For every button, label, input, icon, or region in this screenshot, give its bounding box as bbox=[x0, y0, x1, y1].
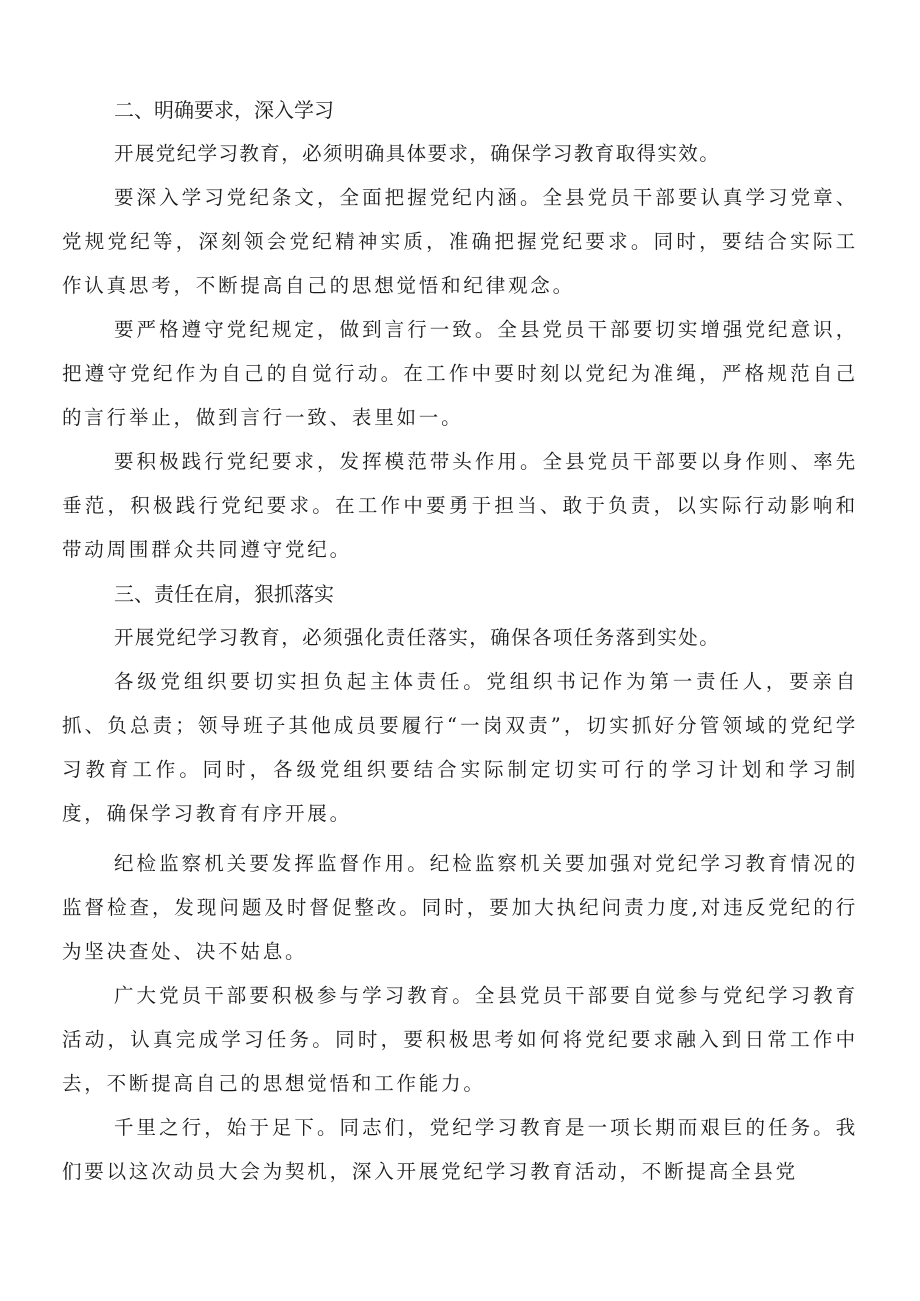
paragraph: 开展党纪学习教育，必须强化责任落实，确保各项任务落到实处。 bbox=[114, 626, 721, 649]
section-heading-2: 二、明确要求，深入学习 bbox=[114, 98, 334, 122]
document-body bbox=[62, 88, 858, 1194]
paragraph: 要积极践行党纪要求，发挥模范带头作用。全县党员干部要以身作则、率先垂范，积极践行党纪要求。在工作中要勇于担当、敢于负责，以实际行动影响和带动周围群众共同遵守党纪。 bbox=[62, 450, 858, 561]
paragraph: 千里之行，始于足下。同志们，党纪学习教育是一项长期而艰巨的任务。我们要以这次动员大会为契机，深入开展党纪学习教育活动，不断提高全县党 bbox=[62, 1116, 858, 1183]
paragraph: 各级党组织要切实担负起主体责任。党组织书记作为第一责任人，要亲自抓、负总责；领导班子其他成员要履行“一岗双责”，切实抓好分管领域的党纪学习教育工作。同时，各级党组织要结合实际制定切实可行的学习计划和学习制度，确保学习教育有序开展。 bbox=[62, 670, 858, 825]
paragraph: 广大党员干部要积极参与学习教育。全县党员干部要自觉参与党纪学习教育活动，认真完成学习任务。同时，要积极思考如何将党纪要求融入到日常工作中去，不断提高自己的思想觉悟和工作能力。 bbox=[62, 984, 858, 1095]
paragraph: 要严格遵守党纪规定，做到言行一致。全县党员干部要切实增强党纪意识，把遵守党纪作为自己的自觉行动。在工作中要时刻以党纪为准绳，严格规范自己的言行举止，做到言行一致、表里如一。 bbox=[62, 318, 858, 429]
paragraph: 要深入学习党纪条文，全面把握党纪内涵。全县党员干部要认真学习党章、党规党纪等，深刻领会党纪精神实质，准确把握党纪要求。同时，要结合实际工作认真思考，不断提高自己的思想觉悟和纪律观念。 bbox=[62, 186, 858, 297]
paragraph: 纪检监察机关要发挥监督作用。纪检监察机关要加强对党纪学习教育情况的监督检查，发现问题及时督促整改。同时，要加大执纪问责力度,对违反党纪的行为坚决查处、决不姑息。 bbox=[62, 852, 858, 963]
paragraph: 开展党纪学习教育，必须明确具体要求，确保学习教育取得实效。 bbox=[114, 142, 721, 165]
section-heading-3: 三、责任在肩，狠抓落实 bbox=[114, 582, 334, 606]
